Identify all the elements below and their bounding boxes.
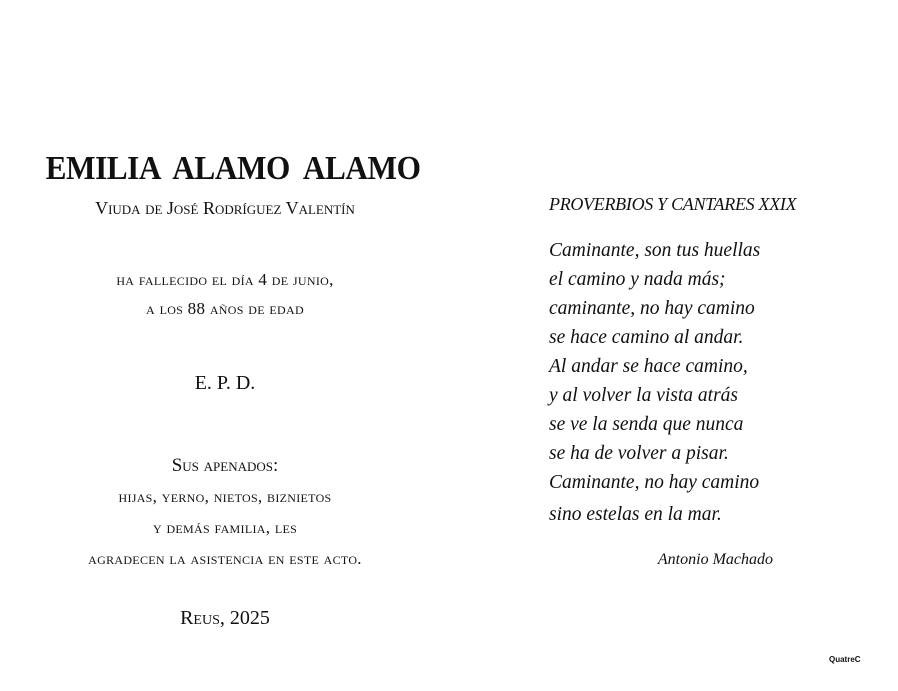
place-and-year: Reus, 2025	[180, 607, 270, 629]
poem-line: Caminante, no hay camino	[549, 472, 760, 493]
poem-line: sino estelas en la mar.	[549, 504, 722, 525]
poem-line: el camino y nada más;	[549, 269, 726, 290]
death-announcement-line-2: a los 88 años de edad	[146, 299, 304, 318]
poem-verses	[549, 240, 760, 533]
poem-line: Al andar se hace camino,	[549, 356, 748, 377]
mourners-line: agradecen la asistencia en este acto.	[88, 549, 362, 568]
poem-title: PROVERBIOS Y CANTARES XXIX	[549, 194, 797, 214]
poem-line: se ve la senda que nunca	[549, 414, 744, 435]
mourners-title: Sus apenados:	[171, 455, 279, 476]
poem-line: Caminante, son tus huellas	[549, 240, 761, 261]
poem-line: se hace camino al andar.	[549, 327, 744, 348]
rest-in-peace-abbreviation: E. P. D.	[194, 372, 256, 394]
mourners-line: hijas, yerno, nietos, biznietos	[118, 487, 332, 506]
printer-mark: QuatreC	[829, 655, 861, 664]
poem-line: caminante, no hay camino	[549, 298, 755, 319]
poem-line: y al volver la vista atrás	[549, 385, 739, 406]
widow-of-line: Viuda de José Rodríguez Valentín	[95, 198, 355, 218]
poem-line: se ha de volver a pisar.	[549, 443, 729, 464]
poem-author: Antonio Machado	[657, 551, 773, 568]
deceased-name: EMILIA ALAMO ALAMO	[45, 150, 421, 187]
mourners-line: y demás familia, les	[152, 518, 298, 537]
death-announcement-line-1: ha fallecido el día 4 de junio,	[116, 270, 334, 289]
